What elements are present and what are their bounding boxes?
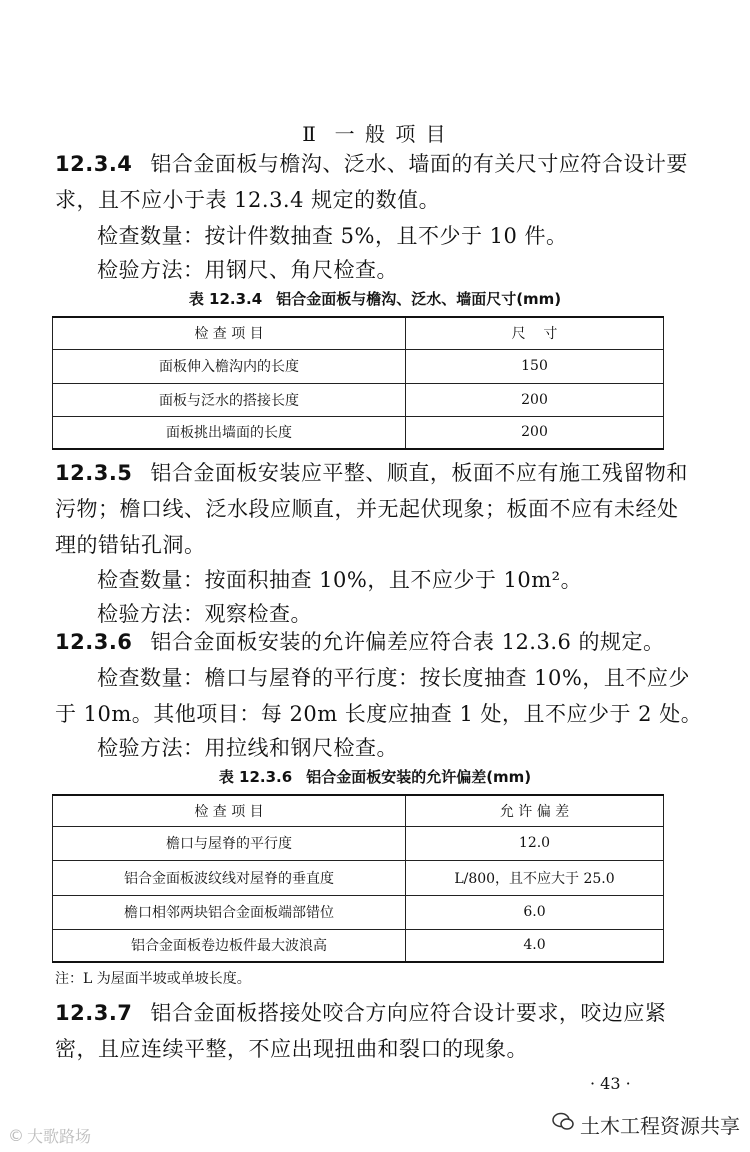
- check-quantity: 检查数量：按面积抽查 10%，且不应少于 10m²。: [97, 568, 583, 592]
- row-item: 铝合金面板波纹线对屋脊的垂直度: [53, 860, 406, 895]
- tolerance-table: [52, 794, 664, 963]
- clause-12-3-4: [55, 146, 695, 218]
- watermark: [552, 1110, 740, 1139]
- dimension-table: [52, 316, 664, 450]
- check-method: 检验方法：观察检查。: [97, 602, 312, 626]
- clause-number: 12.3.7: [55, 1001, 133, 1025]
- clause-text: 铝合金面板安装的允许偏差应符合表 12.3.6 的规定。: [150, 630, 665, 654]
- clause-number: 12.3.5: [55, 461, 133, 485]
- row-value: 200: [406, 416, 664, 449]
- table-caption: [0, 766, 750, 787]
- table-title: 铝合金面板安装的允许偏差(mm): [306, 768, 532, 786]
- clause-text: 铝合金面板安装应平整、顺直，板面不应有施工残留物和污物；檐口线、泛水段应顺直，并无起伏现象；板面不应有未经处理的错钻孔洞。: [55, 461, 688, 557]
- row-item: 檐口与屋脊的平行度: [53, 826, 406, 860]
- check-quantity: 检查数量：按计件数抽查 5%，且不少于 10 件。: [97, 224, 568, 248]
- table-row: [53, 929, 664, 962]
- table-caption: [0, 288, 750, 309]
- column-header: 检 查 项 目: [53, 317, 406, 349]
- row-value: 150: [406, 349, 664, 383]
- column-header: 尺 寸: [406, 317, 664, 349]
- table-row: [53, 349, 664, 383]
- clause-number: 12.3.6: [55, 630, 133, 654]
- check-quantity: 检查数量：檐口与屋脊的平行度：按长度抽查 10%，且不应少: [97, 666, 690, 690]
- table-row: [53, 416, 664, 449]
- clause-number: 12.3.4: [55, 152, 133, 176]
- watermark-left-text: 大歌路场: [27, 1127, 92, 1146]
- table-row: [53, 826, 664, 860]
- table-note: 注：L 为屋面半坡或单坡长度。: [55, 971, 251, 987]
- row-value: 200: [406, 383, 664, 416]
- clause-text: 铝合金面板搭接处咬合方向应符合设计要求，咬边应紧密，且应连续平整，不应出现扭曲和裂口的现象。: [55, 1001, 667, 1061]
- row-item: 面板伸入檐沟内的长度: [53, 349, 406, 383]
- row-value: 6.0: [406, 895, 664, 929]
- table-number: 表 12.3.4: [188, 290, 263, 308]
- table-number: 表 12.3.6: [218, 768, 293, 786]
- row-item: 铝合金面板卷边板件最大波浪高: [53, 929, 406, 962]
- section-heading: Ⅱ 一 般 项 目: [302, 122, 448, 146]
- row-item: 檐口相邻两块铝合金面板端部错位: [53, 895, 406, 929]
- table-row: [53, 383, 664, 416]
- check-method: 检验方法：用钢尺、角尺检查。: [97, 258, 398, 282]
- check-quantity-cont: 于 10m。其他项目：每 20m 长度应抽查 1 处，且不应少于 2 处。: [55, 702, 703, 726]
- table-row: [53, 895, 664, 929]
- page-number: · 43 ·: [590, 1074, 631, 1093]
- clause-12-3-7: [55, 995, 695, 1067]
- row-item: 面板与泛水的搭接长度: [53, 383, 406, 416]
- row-value: L/800，且不应大于 25.0: [406, 860, 664, 895]
- row-item: 面板挑出墙面的长度: [53, 416, 406, 449]
- check-method: 检验方法：用拉线和钢尺检查。: [97, 736, 398, 760]
- column-header: 检 查 项 目: [53, 795, 406, 826]
- row-value: 12.0: [406, 826, 664, 860]
- watermark-left: [8, 1124, 91, 1147]
- watermark-text: 土木工程资源共享: [580, 1114, 740, 1138]
- column-header: 允 许 偏 差: [406, 795, 664, 826]
- copyright-icon: ©: [8, 1126, 24, 1145]
- clause-text: 铝合金面板与檐沟、泛水、墙面的有关尺寸应符合设计要求，且不应小于表 12.3.4 规定的数值。: [55, 152, 688, 212]
- clause-12-3-5: [55, 455, 695, 563]
- clause-12-3-6: [55, 624, 695, 660]
- table-row: [53, 860, 664, 895]
- chat-bubble-icon: [552, 1112, 574, 1137]
- table-title: 铝合金面板与檐沟、泛水、墙面尺寸(mm): [276, 290, 562, 308]
- row-value: 4.0: [406, 929, 664, 962]
